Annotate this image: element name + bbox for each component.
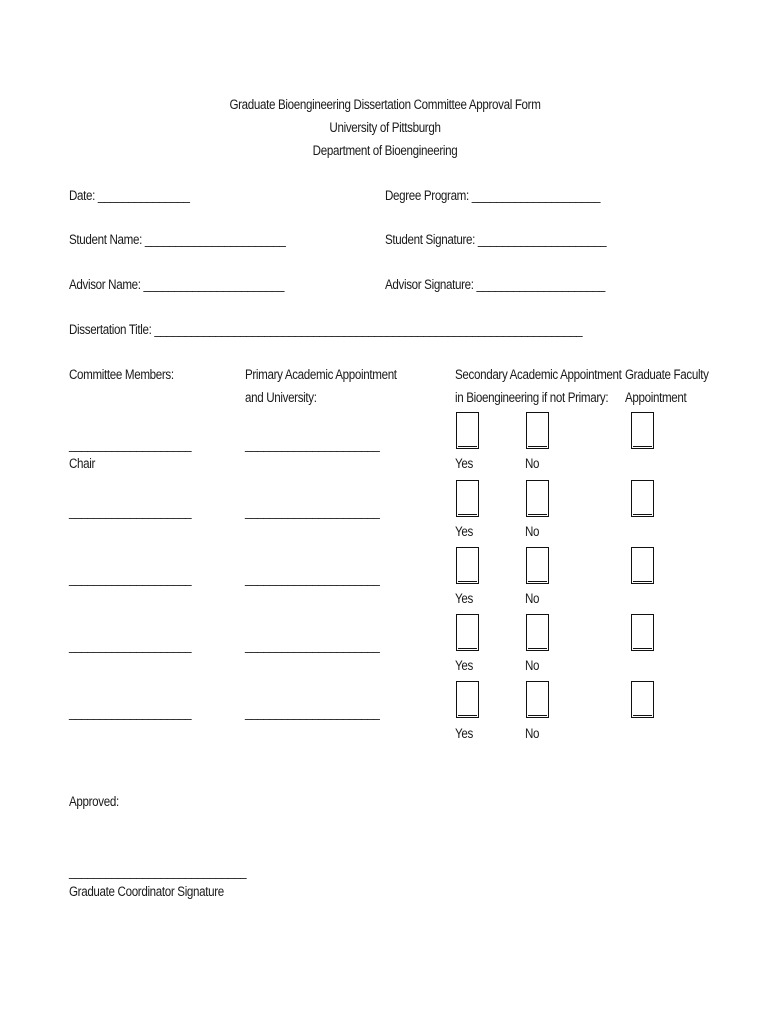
- member-name-line[interactable]: ____________________: [69, 571, 192, 586]
- graduate-faculty-header-line2: Appointment: [625, 390, 687, 405]
- form-title: Graduate Bioengineering Dissertation Committee Approval Form: [229, 97, 541, 112]
- secondary-no-checkbox[interactable]: [526, 480, 549, 517]
- approved-label: Approved:: [69, 794, 119, 809]
- yes-label: Yes: [455, 456, 473, 471]
- secondary-yes-checkbox[interactable]: [456, 412, 479, 449]
- yes-label: Yes: [455, 591, 473, 606]
- primary-appointment-line[interactable]: ______________________: [245, 638, 380, 653]
- member-name-line[interactable]: ____________________: [69, 705, 192, 720]
- degree-program-field[interactable]: Degree Program: _____________________: [385, 188, 601, 203]
- secondary-no-checkbox[interactable]: [526, 412, 549, 449]
- member-name-line[interactable]: ____________________: [69, 437, 192, 452]
- primary-appointment-line[interactable]: ______________________: [245, 705, 380, 720]
- member-name-line[interactable]: ____________________: [69, 638, 192, 653]
- primary-appointment-line[interactable]: ______________________: [245, 571, 380, 586]
- graduate-faculty-header-line1: Graduate Faculty: [625, 367, 709, 382]
- advisor-signature-field[interactable]: Advisor Signature: _____________________: [385, 277, 605, 292]
- committee-members-header: Committee Members:: [69, 367, 174, 382]
- student-signature-field[interactable]: Student Signature: _____________________: [385, 232, 607, 247]
- no-label: No: [525, 524, 540, 539]
- graduate-faculty-checkbox[interactable]: [631, 412, 654, 449]
- primary-appointment-line[interactable]: ______________________: [245, 504, 380, 519]
- no-label: No: [525, 591, 540, 606]
- no-label: No: [525, 726, 540, 741]
- graduate-faculty-checkbox[interactable]: [631, 614, 654, 651]
- no-label: No: [525, 456, 540, 471]
- department-name: Department of Bioengineering: [312, 143, 458, 158]
- university-name: University of Pittsburgh: [329, 120, 441, 135]
- graduate-faculty-checkbox[interactable]: [631, 681, 654, 718]
- secondary-yes-checkbox[interactable]: [456, 480, 479, 517]
- primary-appointment-header-line1: Primary Academic Appointment: [245, 367, 397, 382]
- coordinator-signature-label: Graduate Coordinator Signature: [69, 884, 224, 899]
- date-field[interactable]: Date: _______________: [69, 188, 190, 203]
- secondary-appointment-header-line1: Secondary Academic Appointment: [455, 367, 622, 382]
- secondary-yes-checkbox[interactable]: [456, 547, 479, 584]
- secondary-yes-checkbox[interactable]: [456, 681, 479, 718]
- no-label: No: [525, 658, 540, 673]
- yes-label: Yes: [455, 726, 473, 741]
- secondary-no-checkbox[interactable]: [526, 614, 549, 651]
- graduate-faculty-checkbox[interactable]: [631, 480, 654, 517]
- yes-label: Yes: [455, 658, 473, 673]
- coordinator-signature-line[interactable]: _____________________________: [69, 864, 247, 879]
- chair-label: Chair: [69, 456, 96, 471]
- student-name-field[interactable]: Student Name: _______________________: [69, 232, 286, 247]
- secondary-appointment-header-line2: in Bioengineering if not Primary:: [455, 390, 609, 405]
- dissertation-title-field[interactable]: Dissertation Title: ______________________________________________________________________: [69, 322, 583, 337]
- primary-appointment-header-line2: and University:: [245, 390, 317, 405]
- secondary-yes-checkbox[interactable]: [456, 614, 479, 651]
- member-name-line[interactable]: ____________________: [69, 504, 192, 519]
- secondary-no-checkbox[interactable]: [526, 681, 549, 718]
- primary-appointment-line[interactable]: ______________________: [245, 437, 380, 452]
- graduate-faculty-checkbox[interactable]: [631, 547, 654, 584]
- advisor-name-field[interactable]: Advisor Name: _______________________: [69, 277, 285, 292]
- secondary-no-checkbox[interactable]: [526, 547, 549, 584]
- yes-label: Yes: [455, 524, 473, 539]
